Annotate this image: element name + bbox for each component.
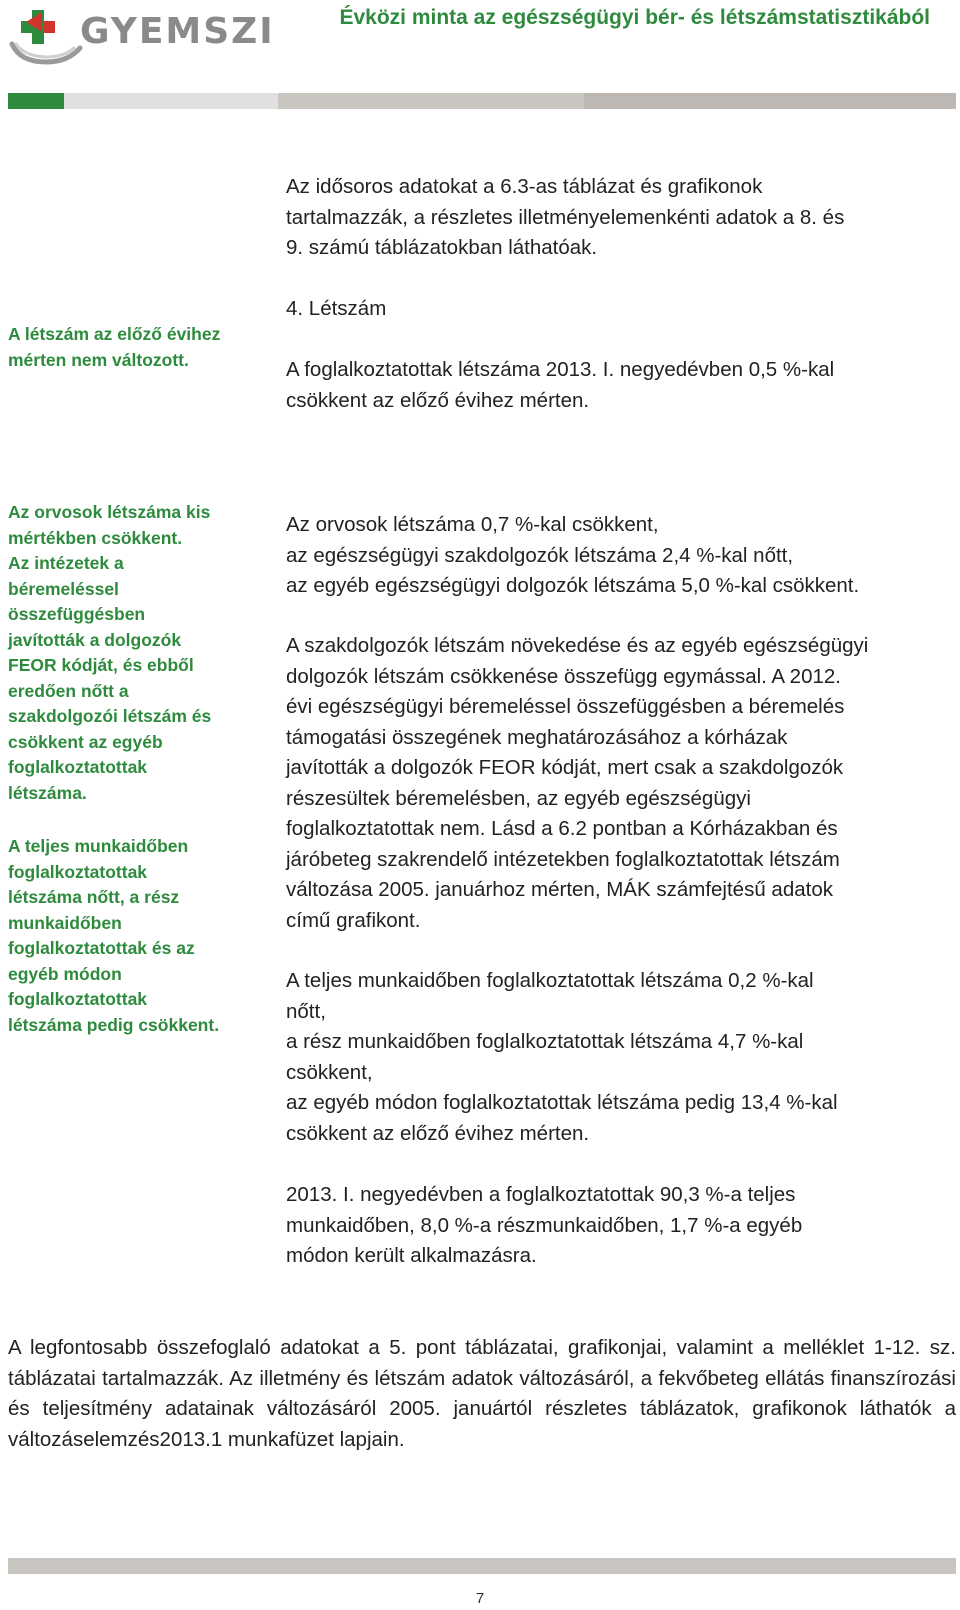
sidebar-note-doctors (8, 500, 258, 806)
text-line: javították a dolgozók FEOR kódját, mert csak a szakdolgozók (286, 756, 844, 779)
note-line: A létszám az előző évihez (8, 324, 221, 344)
text-line: támogatási összegének meghatározásához a kórházak (286, 725, 788, 749)
note-line: javították a dolgozók (8, 629, 182, 650)
note-line: foglalkoztatottak (8, 989, 148, 1009)
header-bar-dark (584, 93, 956, 109)
note-line: összefüggésben (8, 604, 146, 624)
note-line: létszáma nőtt, a rész (8, 887, 180, 907)
note-line: eredően nőtt a (8, 680, 129, 701)
text-line: csökkent, (286, 1060, 373, 1084)
heading-text: 4. Létszám (286, 297, 387, 320)
paragraph-staff-groups (286, 510, 946, 602)
note-line: mérten nem változott. (8, 349, 189, 370)
text-line: csökkent az előző évihez mérten. (286, 1121, 590, 1145)
footer-bar (8, 1558, 956, 1574)
text-line: nőtt, (286, 999, 326, 1023)
text-line: az egyéb egészségügyi dolgozók létszáma 5,0 %-kal csökkent. (286, 574, 860, 597)
text-line: az egészségügyi szakdolgozók létszáma 2,4 %-kal nőtt, (286, 543, 794, 567)
text-line: változása 2005. januárhoz mérten, MÁK számfejtésű adatok (286, 878, 833, 901)
text-line: évi egészségügyi béremeléssel összefüggésben a béremelés (286, 695, 845, 718)
logo-cross-icon (6, 4, 86, 66)
paragraph-summary: A legfontosabb összefoglaló adatokat a 5. pont táblázatai, grafikonjai, valamint a melléklet 1-12. sz. táblázatai tartalmazzák. Az illetmény és létszám adatok változásáról, a fekvőbeteg ellátás finanszírozási és teljesítmény adatainak változásáról 2005. januártól részletes táblázatok, grafikonok láthatók a változáselemzés2013.1 munkafüzet lapjain. (8, 1336, 956, 1451)
section-heading (286, 294, 946, 325)
text-line: munkaidőben, 8,0 %-a részmunkaidőben, 1,7 %-a egyéb (286, 1213, 803, 1237)
sidebar-note-headcount (8, 322, 258, 373)
text-line: dolgozók létszám csökkenése összefügg egymással. A 2012. (286, 664, 841, 688)
text-line: tartalmazzák, a részletes illetményelemenkénti adatok a 8. és (286, 205, 845, 229)
note-line: foglalkoztatottak (8, 757, 148, 777)
text-line: járóbeteg szakrendelő intézetekben foglalkoztatottak létszám (286, 847, 840, 871)
note-line: Az intézetek a (8, 553, 124, 573)
text-line: A foglalkoztatottak létszáma 2013. I. negyedévben 0,5 %-kal (286, 358, 835, 381)
note-line: létszáma pedig csökkent. (8, 1014, 220, 1035)
note-line: egyéb módon (8, 963, 122, 984)
text-line: A szakdolgozók létszám növekedése és az egyéb egészségügyi (286, 634, 869, 657)
logo-wordmark: GYEMSZI (80, 11, 275, 52)
header-bar-mid (278, 93, 584, 109)
text-line: a rész munkaidőben foglalkoztatottak létszáma 4,7 %-kal (286, 1030, 804, 1053)
paragraph-worktime (286, 966, 946, 1149)
page-number: 7 (475, 1590, 485, 1607)
text-line: az egyéb módon foglalkoztatottak létszáma pedig 13,4 %-kal (286, 1091, 838, 1114)
text-line: Az orvosok létszáma 0,7 %-kal csökkent, (286, 513, 659, 536)
note-line: létszáma. (8, 782, 87, 803)
note-line: csökkent az egyéb (8, 731, 163, 752)
text-line: A teljes munkaidőben foglalkoztatottak létszáma 0,2 %-kal (286, 969, 814, 992)
header-bar-light (64, 93, 278, 109)
header-bar-green (8, 93, 64, 109)
note-line: szakdolgozói létszám és (8, 706, 212, 726)
note-line: FEOR kódját, és ebből (8, 655, 194, 675)
paragraph-feor (286, 631, 946, 936)
text-line: 2013. I. negyedévben a foglalkoztatottak 90,3 %-a teljes (286, 1183, 796, 1206)
text-line: csökkent az előző évihez mérten. (286, 388, 590, 412)
paragraph-timeseries (286, 172, 946, 264)
text-line: 9. számú táblázatokban láthatóak. (286, 236, 598, 259)
page-title: Évközi minta az egészségügyi bér- és létszámstatisztikából (339, 6, 930, 29)
paragraph-shares (286, 1180, 946, 1272)
paragraph-headcount (286, 355, 946, 416)
note-line: A teljes munkaidőben (8, 836, 189, 856)
text-line: Az idősoros adatokat a 6.3-as táblázat és grafikonok (286, 175, 763, 198)
note-line: béremeléssel (8, 578, 119, 599)
text-line: részesültek béremelésben, az egyéb egészségügyi (286, 786, 751, 810)
page-header (0, 0, 960, 80)
note-line: mértékben csökkent. (8, 527, 183, 548)
text-line: foglalkoztatottak nem. Lásd a 6.2 pontban a Kórházakban és (286, 817, 838, 840)
note-line: foglalkoztatottak (8, 861, 148, 882)
text-line: című grafikont. (286, 908, 421, 932)
sidebar-note-worktime (8, 834, 258, 1038)
note-line: Az orvosok létszáma kis (8, 502, 211, 522)
text-line: módon került alkalmazásra. (286, 1244, 537, 1267)
note-line: foglalkoztatottak és az (8, 938, 195, 958)
gyemszi-logo (6, 4, 306, 64)
note-line: munkaidőben (8, 912, 122, 933)
